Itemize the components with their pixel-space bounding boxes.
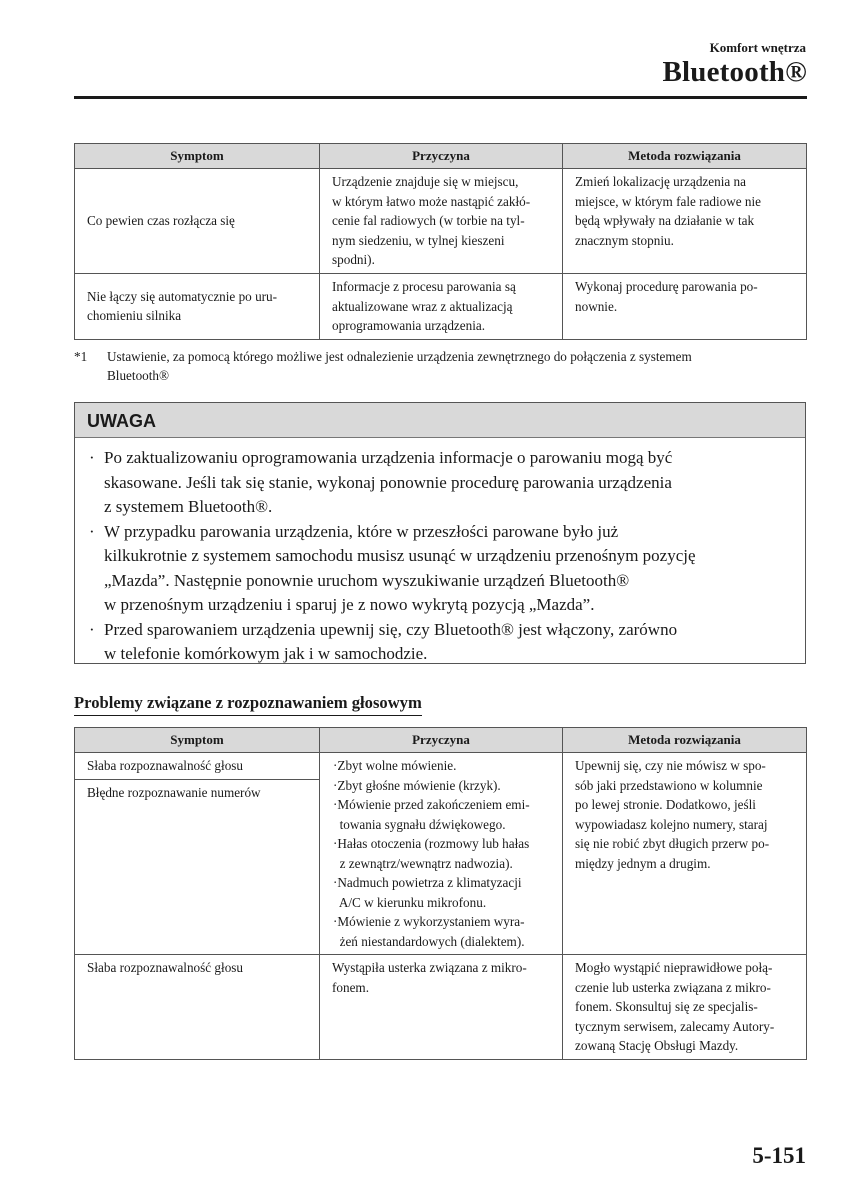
solution-cell bbox=[563, 955, 807, 1060]
note-line: Przed sparowaniem urządzenia upewnij się, czy Bluetooth® jest włączony, zarówno bbox=[104, 619, 678, 639]
note-line: „Mazda”. Następnie ponownie uruchom wyszukiwanie urządzeń Bluetooth® bbox=[104, 570, 630, 590]
section-heading: Problemy związane z rozpoznawaniem głosowym bbox=[74, 692, 422, 716]
cause-line: Wystąpiła usterka związana z mikro- bbox=[332, 960, 527, 975]
cause-cell bbox=[320, 169, 563, 274]
troubleshooting-table-connection bbox=[74, 143, 807, 340]
solution-line: się nie robić zbyt długich przerw po- bbox=[575, 836, 770, 851]
bullet-icon: · bbox=[89, 619, 95, 639]
note-item bbox=[89, 618, 797, 667]
solution-cell bbox=[563, 753, 807, 955]
table-row bbox=[75, 955, 807, 1060]
solution-line: Mogło wystąpić nieprawidłowe połą- bbox=[575, 960, 773, 975]
symptom-cell bbox=[75, 274, 320, 340]
symptom-line: chomieniu silnika bbox=[87, 308, 182, 324]
cause-line: aktualizowane wraz z aktualizacją bbox=[332, 298, 513, 314]
solution-line: czenie lub usterka związana z mikro- bbox=[575, 979, 771, 995]
page-number: 5-151 bbox=[752, 1143, 806, 1168]
cause-line: ·Zbyt wolne mówienie. bbox=[333, 758, 457, 773]
cause-line: Urządzenie znajduje się w miejscu, bbox=[332, 174, 519, 189]
symptom-line: Błędne rozpoznawanie numerów bbox=[87, 784, 261, 800]
cause-line: fonem. bbox=[332, 979, 369, 995]
cause-cell bbox=[320, 955, 563, 1060]
cause-line: nym siedzeniu, w tylnej kieszeni bbox=[332, 232, 505, 248]
solution-cell bbox=[563, 274, 807, 340]
solution-line: Zmień lokalizację urządzenia na bbox=[575, 174, 746, 189]
note-line: z systemem Bluetooth®. bbox=[104, 497, 273, 516]
footnote-line: Ustawienie, za pomocą którego możliwe jest odnalezienie urządzenia zewnętrznego do połączenia z systemem bbox=[107, 349, 692, 364]
cause-line: z zewnątrz/wewnątrz nadwozia). bbox=[333, 855, 513, 871]
table-row bbox=[75, 274, 807, 340]
table-header-row bbox=[75, 144, 807, 169]
solution-line: fonem. Skonsultuj się ze specjalis- bbox=[575, 999, 758, 1014]
note-line: w przenośnym urządzeniu i sparuj je z nowo wykrytą pozycją „Mazda”. bbox=[104, 595, 595, 614]
column-header-cause: Przyczyna bbox=[320, 728, 563, 753]
cause-line: ·Zbyt głośne mówienie (krzyk). bbox=[333, 777, 501, 793]
cause-line: w którym łatwo może nastąpić zakłó- bbox=[332, 193, 531, 209]
solution-line: zowaną Stację Obsługi Mazdy. bbox=[575, 1038, 739, 1053]
symptom-cell bbox=[75, 955, 320, 1060]
cause-line: ·Hałas otoczenia (rozmowy lub hałas bbox=[333, 836, 530, 851]
bullet-icon: · bbox=[89, 521, 95, 541]
cause-line: ·Mówienie z wykorzystaniem wyra- bbox=[333, 914, 525, 929]
cause-cell bbox=[320, 274, 563, 340]
cause-line: spodni). bbox=[332, 252, 375, 267]
note-line: kilkukrotnie z systemem samochodu musisz usunąć w urządzeniu przenośnym pozycję bbox=[104, 546, 696, 565]
table-row bbox=[75, 169, 807, 274]
solution-line: sób jaki przedstawiono w kolumnie bbox=[575, 777, 763, 793]
note-title: UWAGA bbox=[75, 403, 805, 438]
cause-line: żeń niestandardowych (dialektem). bbox=[333, 933, 525, 949]
footnote-line: Bluetooth® bbox=[107, 368, 170, 383]
solution-line: po lewej stronie. Dodatkowo, jeśli bbox=[575, 797, 756, 812]
note-line: W przypadku parowania urządzenia, które w przeszłości parowane było już bbox=[104, 521, 619, 541]
cause-line: A/C w kierunku mikrofonu. bbox=[333, 894, 487, 910]
footnote-text bbox=[107, 347, 808, 385]
table-header-row bbox=[75, 728, 807, 753]
footnote bbox=[74, 347, 808, 385]
cause-line: oprogramowania urządzenia. bbox=[332, 318, 486, 333]
symptom-line: Słaba rozpoznawalność głosu bbox=[87, 960, 244, 975]
solution-line: między jednym a drugim. bbox=[575, 855, 711, 871]
note-line: w telefonie komórkowym jak i w samochodzie. bbox=[104, 644, 428, 663]
column-header-solution: Metoda rozwiązania bbox=[563, 728, 807, 753]
cause-line: Informacje z procesu parowania są bbox=[332, 279, 516, 294]
footnote-mark: *1 bbox=[74, 349, 88, 364]
symptom-line: Co pewien czas rozłącza się bbox=[87, 213, 235, 229]
note-box bbox=[74, 402, 806, 664]
note-line: Po zaktualizowaniu oprogramowania urządzenia informacje o parowaniu mogą być bbox=[104, 448, 673, 467]
table-row bbox=[75, 753, 807, 955]
cause-line: towania sygnału dźwiękowego. bbox=[333, 816, 506, 832]
column-header-cause: Przyczyna bbox=[320, 144, 563, 169]
note-item bbox=[89, 520, 797, 618]
page-title: Bluetooth® bbox=[662, 56, 807, 88]
solution-cell bbox=[563, 169, 807, 274]
column-header-symptom: Symptom bbox=[75, 144, 320, 169]
cause-line: cenie fal radiowych (w torbie na tyl- bbox=[332, 213, 525, 228]
solution-line: Upewnij się, czy nie mówisz w spo- bbox=[575, 758, 766, 773]
section-label: Komfort wnętrza bbox=[709, 40, 806, 55]
symptom-line: Nie łączy się automatycznie po uru- bbox=[87, 288, 278, 304]
column-header-symptom: Symptom bbox=[75, 728, 320, 753]
bullet-icon: · bbox=[89, 448, 95, 467]
symptom-cell bbox=[75, 169, 320, 274]
cause-line: ·Nadmuch powietrza z klimatyzacji bbox=[333, 875, 522, 890]
solution-line: nownie. bbox=[575, 298, 618, 314]
solution-line: Wykonaj procedurę parowania po- bbox=[575, 279, 758, 294]
cause-line: ·Mówienie przed zakończeniem emi- bbox=[333, 797, 530, 812]
note-body bbox=[75, 438, 805, 667]
solution-line: miejsce, w którym fale radiowe nie bbox=[575, 193, 762, 209]
header-rule bbox=[74, 96, 807, 99]
solution-line: będą wpływały na działanie w tak bbox=[575, 213, 755, 228]
troubleshooting-table-voice bbox=[74, 727, 807, 1060]
note-line: skasowane. Jeśli tak się stanie, wykonaj ponownie procedurę parowania urządzenia bbox=[104, 472, 672, 492]
solution-line: tycznym serwisem, zalecamy Autory- bbox=[575, 1018, 775, 1034]
column-header-solution: Metoda rozwiązania bbox=[563, 144, 807, 169]
cause-cell bbox=[320, 753, 563, 955]
note-item bbox=[89, 446, 797, 520]
solution-line: znacznym stopniu. bbox=[575, 232, 674, 248]
symptom-cell bbox=[75, 753, 320, 955]
solution-line: wypowiadasz kolejno numery, staraj bbox=[575, 816, 768, 832]
symptom-line: Słaba rozpoznawalność głosu bbox=[75, 753, 319, 780]
